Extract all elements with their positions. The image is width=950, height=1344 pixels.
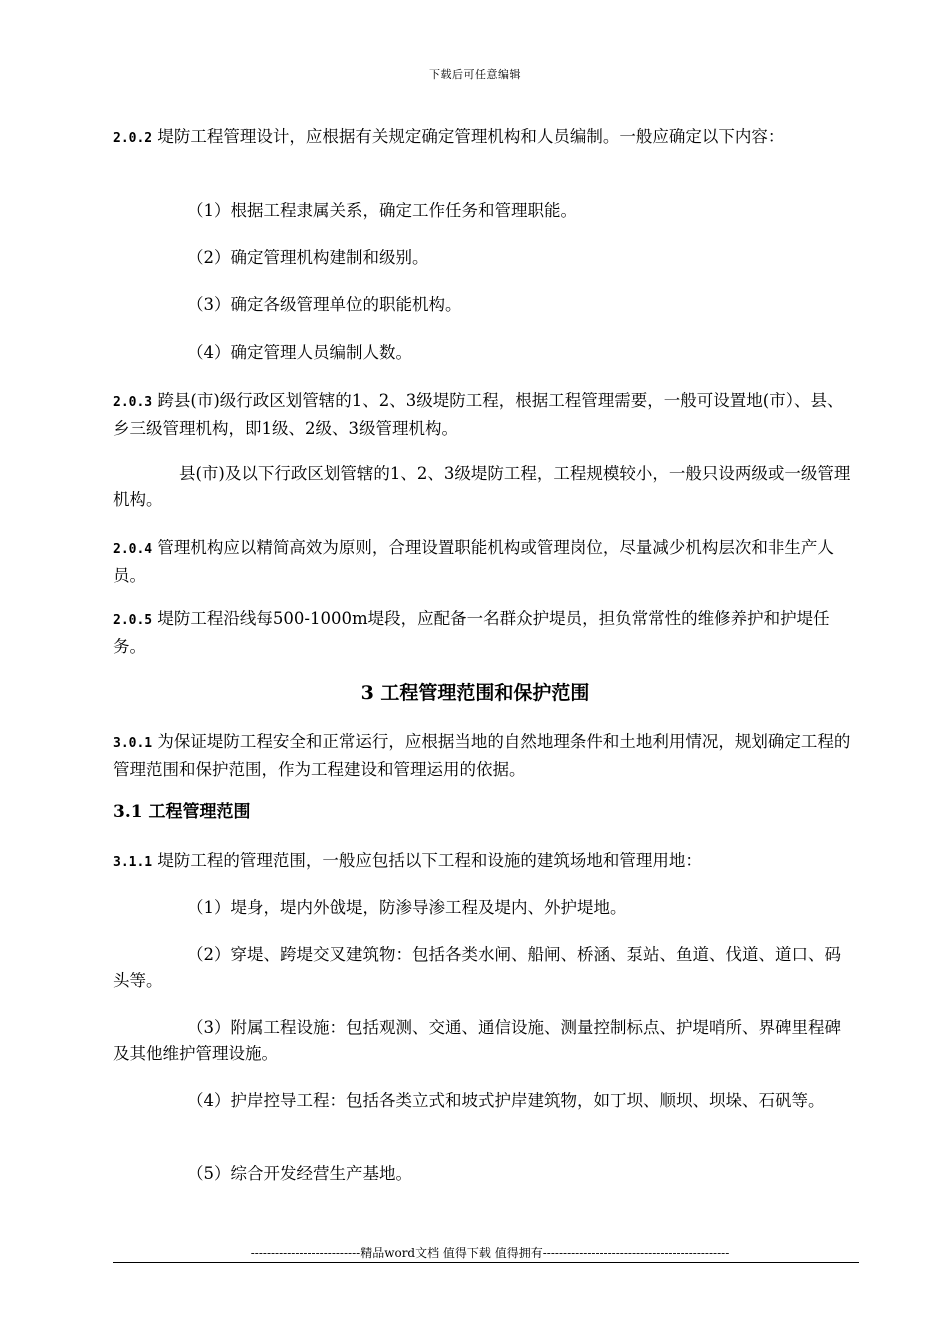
clause-number: 3.1.1 — [113, 855, 153, 870]
clause-text: 为保证堤防工程安全和正常运行，应根据当地的自然地理条件和土地利用情况，规划确定工程的管理范围和保护范围，作为工程建设和管理运用的依据。 — [113, 732, 851, 779]
list-item: （5）综合开发经营生产基地。 — [187, 1164, 412, 1183]
clause-3-1-1 — [113, 848, 853, 876]
clause-number: 2.0.3 — [113, 395, 153, 410]
paragraph: 县(市)及以下行政区划管辖的1、2、3级堤防工程，工程规模较小，一般只设两级或一级管理机构。 — [113, 464, 851, 509]
clause-2-0-2 — [113, 124, 853, 152]
clause-number: 2.0.2 — [113, 131, 153, 146]
clause-text: 管理机构应以精简高效为原则，合理设置职能机构或管理岗位，尽量减少机构层次和非生产人员。 — [113, 538, 834, 585]
clause-text: 堤防工程管理设计，应根据有关规定确定管理机构和人员编制。一般应确定以下内容： — [152, 127, 785, 146]
list-item: （2）穿堤、跨堤交叉建筑物：包括各类水闸、船闸、桥涵、泵站、鱼道、伐道、道口、码头等。 — [113, 945, 841, 990]
page-header: 下载后可任意编辑 — [429, 68, 521, 81]
subsection-heading: 3.1 工程管理范围 — [113, 802, 251, 822]
list-item: （2）确定管理机构建制和级别。 — [187, 248, 429, 267]
clause-2-0-5 — [113, 606, 853, 660]
list-item: （1）根据工程隶属关系，确定工作任务和管理职能。 — [187, 201, 577, 220]
clause-3-0-1 — [113, 729, 853, 783]
clause-number: 2.0.5 — [113, 613, 153, 628]
list-item: （3）附属工程设施：包括观测、交通、通信设施、测量控制标点、护堤哨所、界碑里程碑及其他维护管理设施。 — [113, 1018, 841, 1063]
clause-number: 3.0.1 — [113, 736, 153, 751]
footer-divider — [113, 1262, 859, 1263]
clause-2-0-4 — [113, 535, 853, 589]
clause-text: 堤防工程沿线每500-1000m堤段，应配备一名群众护堤员，担负常常性的维修养护和护堤任务。 — [113, 609, 830, 656]
clause-number: 2.0.4 — [113, 542, 153, 557]
clause-2-0-3 — [113, 388, 853, 442]
clause-text: 跨县(市)级行政区划管辖的1、2、3级堤防工程，根据工程管理需要，一般可设置地(市）、县、乡三级管理机构，即1级、2级、3级管理机构。 — [113, 391, 844, 438]
list-item: （3）确定各级管理单位的职能机构。 — [187, 295, 462, 314]
section-heading: 3 工程管理范围和保护范围 — [360, 682, 590, 704]
page-footer: ---------------------------精品word文档 值得下载 值得拥有---------------------------------------------- — [250, 1246, 730, 1260]
clause-text: 堤防工程的管理范围，一般应包括以下工程和设施的建筑场地和管理用地： — [152, 851, 702, 870]
list-item: （4）护岸控导工程：包括各类立式和坡式护岸建筑物，如丁坝、顺坝、坝垛、石矾等。 — [187, 1091, 825, 1110]
list-item: （1）堤身，堤内外戗堤，防渗导渗工程及堤内、外护堤地。 — [187, 898, 627, 917]
list-item: （4）确定管理人员编制人数。 — [187, 343, 412, 362]
